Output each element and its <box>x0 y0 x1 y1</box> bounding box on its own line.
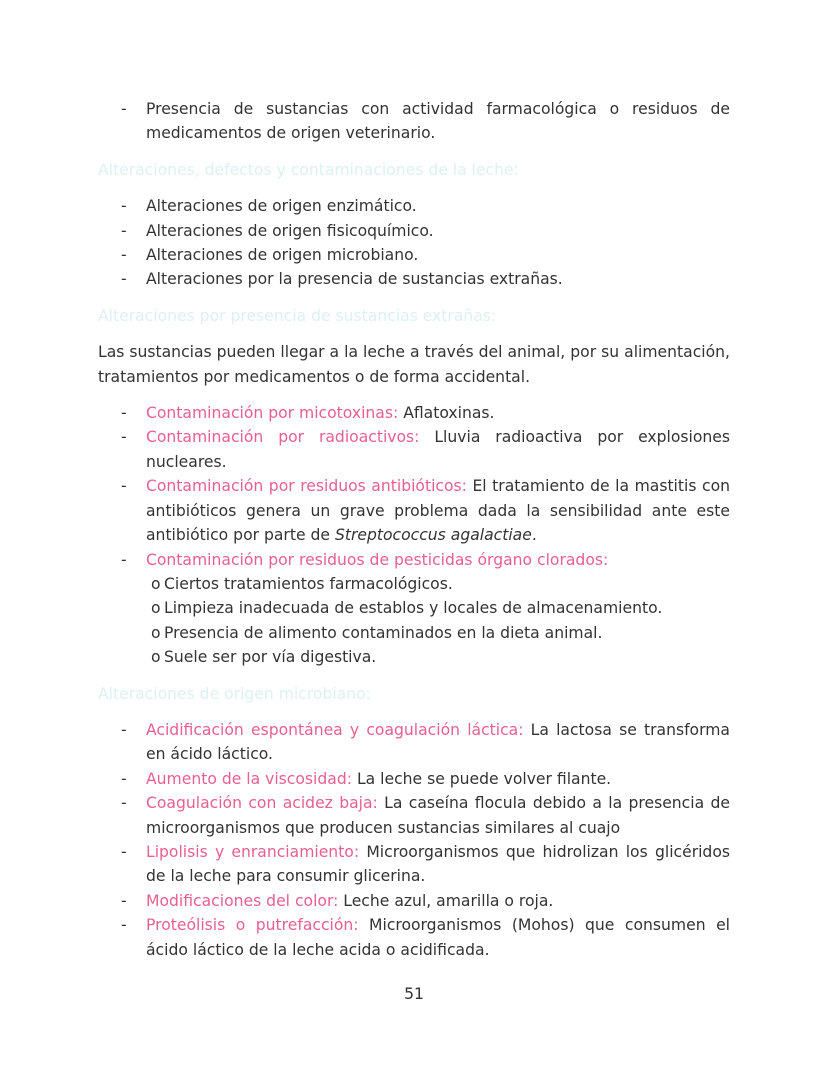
contamination-list <box>98 401 730 669</box>
sub-list-item <box>146 596 730 620</box>
item-text: Alteraciones por la presencia de sustancias extrañas. <box>146 270 563 289</box>
list-item <box>98 474 730 547</box>
item-label: Aumento de la viscosidad: <box>146 769 352 788</box>
item-text: La leche se puede volver filante. <box>352 769 612 788</box>
dash-bullet: - <box>121 404 127 423</box>
sub-item-text: Presencia de alimento contaminados en la dieta animal. <box>164 623 603 642</box>
item-label: Coagulación con acidez baja: <box>146 794 378 813</box>
item-text: El tratamiento de la mastitis con antibióticos genera un grave problema dada la sensibilidad ante este antibiótico por parte de <box>146 477 730 545</box>
alterations-list <box>98 194 730 292</box>
section-heading: Alteraciones de origen microbiano: <box>98 684 371 703</box>
dash-bullet: - <box>121 221 127 240</box>
section-heading: Alteraciones, defectos y contaminaciones de la leche: <box>98 160 519 179</box>
list-item <box>98 243 730 267</box>
sub-list-item <box>146 621 730 645</box>
list-item <box>98 97 730 146</box>
list-item <box>98 767 730 791</box>
item-label: Contaminación por residuos de pesticidas órgano clorados: <box>146 550 609 569</box>
species-name: Streptococcus agalactiae <box>334 526 532 545</box>
list-item <box>98 840 730 889</box>
sub-item-text: Ciertos tratamientos farmacológicos. <box>164 574 453 593</box>
sub-item-text: Limpieza inadecuada de establos y locales de almacenamiento. <box>164 599 663 618</box>
list-item <box>98 718 730 767</box>
list-item <box>98 913 730 962</box>
page-number: 51 <box>404 985 424 1003</box>
list-item <box>98 548 730 670</box>
top-list <box>98 97 730 146</box>
circle-bullet: o <box>151 599 161 618</box>
list-item <box>98 791 730 840</box>
item-label: Acidificación espontánea y coagulación láctica: <box>146 720 524 739</box>
section-heading: Alteraciones por presencia de sustancias extrañas: <box>98 306 497 325</box>
item-text: Aflatoxinas. <box>398 404 495 423</box>
list-item <box>98 219 730 243</box>
paragraph: Las sustancias pueden llegar a la leche a través del animal, por su alimentación, tratamientos por medicamentos o de forma accidental. <box>98 343 730 386</box>
item-label: Lipolisis y enranciamiento: <box>146 842 360 861</box>
circle-bullet: o <box>151 648 161 667</box>
dash-bullet: - <box>121 720 127 739</box>
dash-bullet: - <box>121 270 127 289</box>
document-page <box>98 97 730 962</box>
item-text: Microorganismos que hidrolizan los glicéridos de la leche para consumir glicerina. <box>146 842 730 886</box>
item-text: Microorganismos (Mohos) que consumen el ácido láctico de la leche acida o acidificada. <box>146 916 730 959</box>
item-text: Alteraciones de origen fisicoquímico. <box>146 221 434 240</box>
list-item <box>98 889 730 913</box>
dash-bullet: - <box>121 428 127 447</box>
dash-bullet: - <box>121 197 127 216</box>
item-label: Contaminación por radioactivos: <box>146 428 420 447</box>
item-text: Lluvia radioactiva por explosiones nucleares. <box>146 428 731 471</box>
item-text: La caseína flocula debido a la presencia de microorganismos que producen sustancias similares al cuajo <box>146 794 730 837</box>
item-label: Proteólisis o putrefacción: <box>146 916 359 935</box>
circle-bullet: o <box>151 574 161 593</box>
microbial-list <box>98 718 730 962</box>
dash-bullet: - <box>121 100 127 118</box>
item-text: Alteraciones de origen microbiano. <box>146 246 419 265</box>
list-item <box>98 425 730 474</box>
item-text: La lactosa se transforma en ácido láctico. <box>146 720 730 764</box>
sub-item-text: Suele ser por vía digestiva. <box>164 648 377 667</box>
list-item <box>98 401 730 425</box>
dash-bullet: - <box>121 891 127 910</box>
dash-bullet: - <box>121 842 127 861</box>
dash-bullet: - <box>121 477 127 496</box>
dash-bullet: - <box>121 916 127 935</box>
sub-list-item <box>146 645 730 669</box>
sub-list-item <box>146 572 730 596</box>
sub-list <box>146 572 730 670</box>
circle-bullet: o <box>151 623 161 642</box>
list-item <box>98 194 730 218</box>
item-text: Alteraciones de origen enzimático. <box>146 197 417 216</box>
item-label: Modificaciones del color: <box>146 891 339 910</box>
item-text-end: . <box>531 526 537 545</box>
item-label: Contaminación por micotoxinas: <box>146 404 399 423</box>
dash-bullet: - <box>121 550 127 569</box>
dash-bullet: - <box>121 246 127 265</box>
item-text: Leche azul, amarilla o roja. <box>338 891 554 910</box>
item-label: Contaminación por residuos antibióticos: <box>146 477 467 496</box>
item-text: Presencia de sustancias con actividad farmacológica o residuos de medicamentos de origen veterinario. <box>146 100 730 143</box>
list-item <box>98 267 730 291</box>
dash-bullet: - <box>121 794 127 813</box>
dash-bullet: - <box>121 769 127 788</box>
